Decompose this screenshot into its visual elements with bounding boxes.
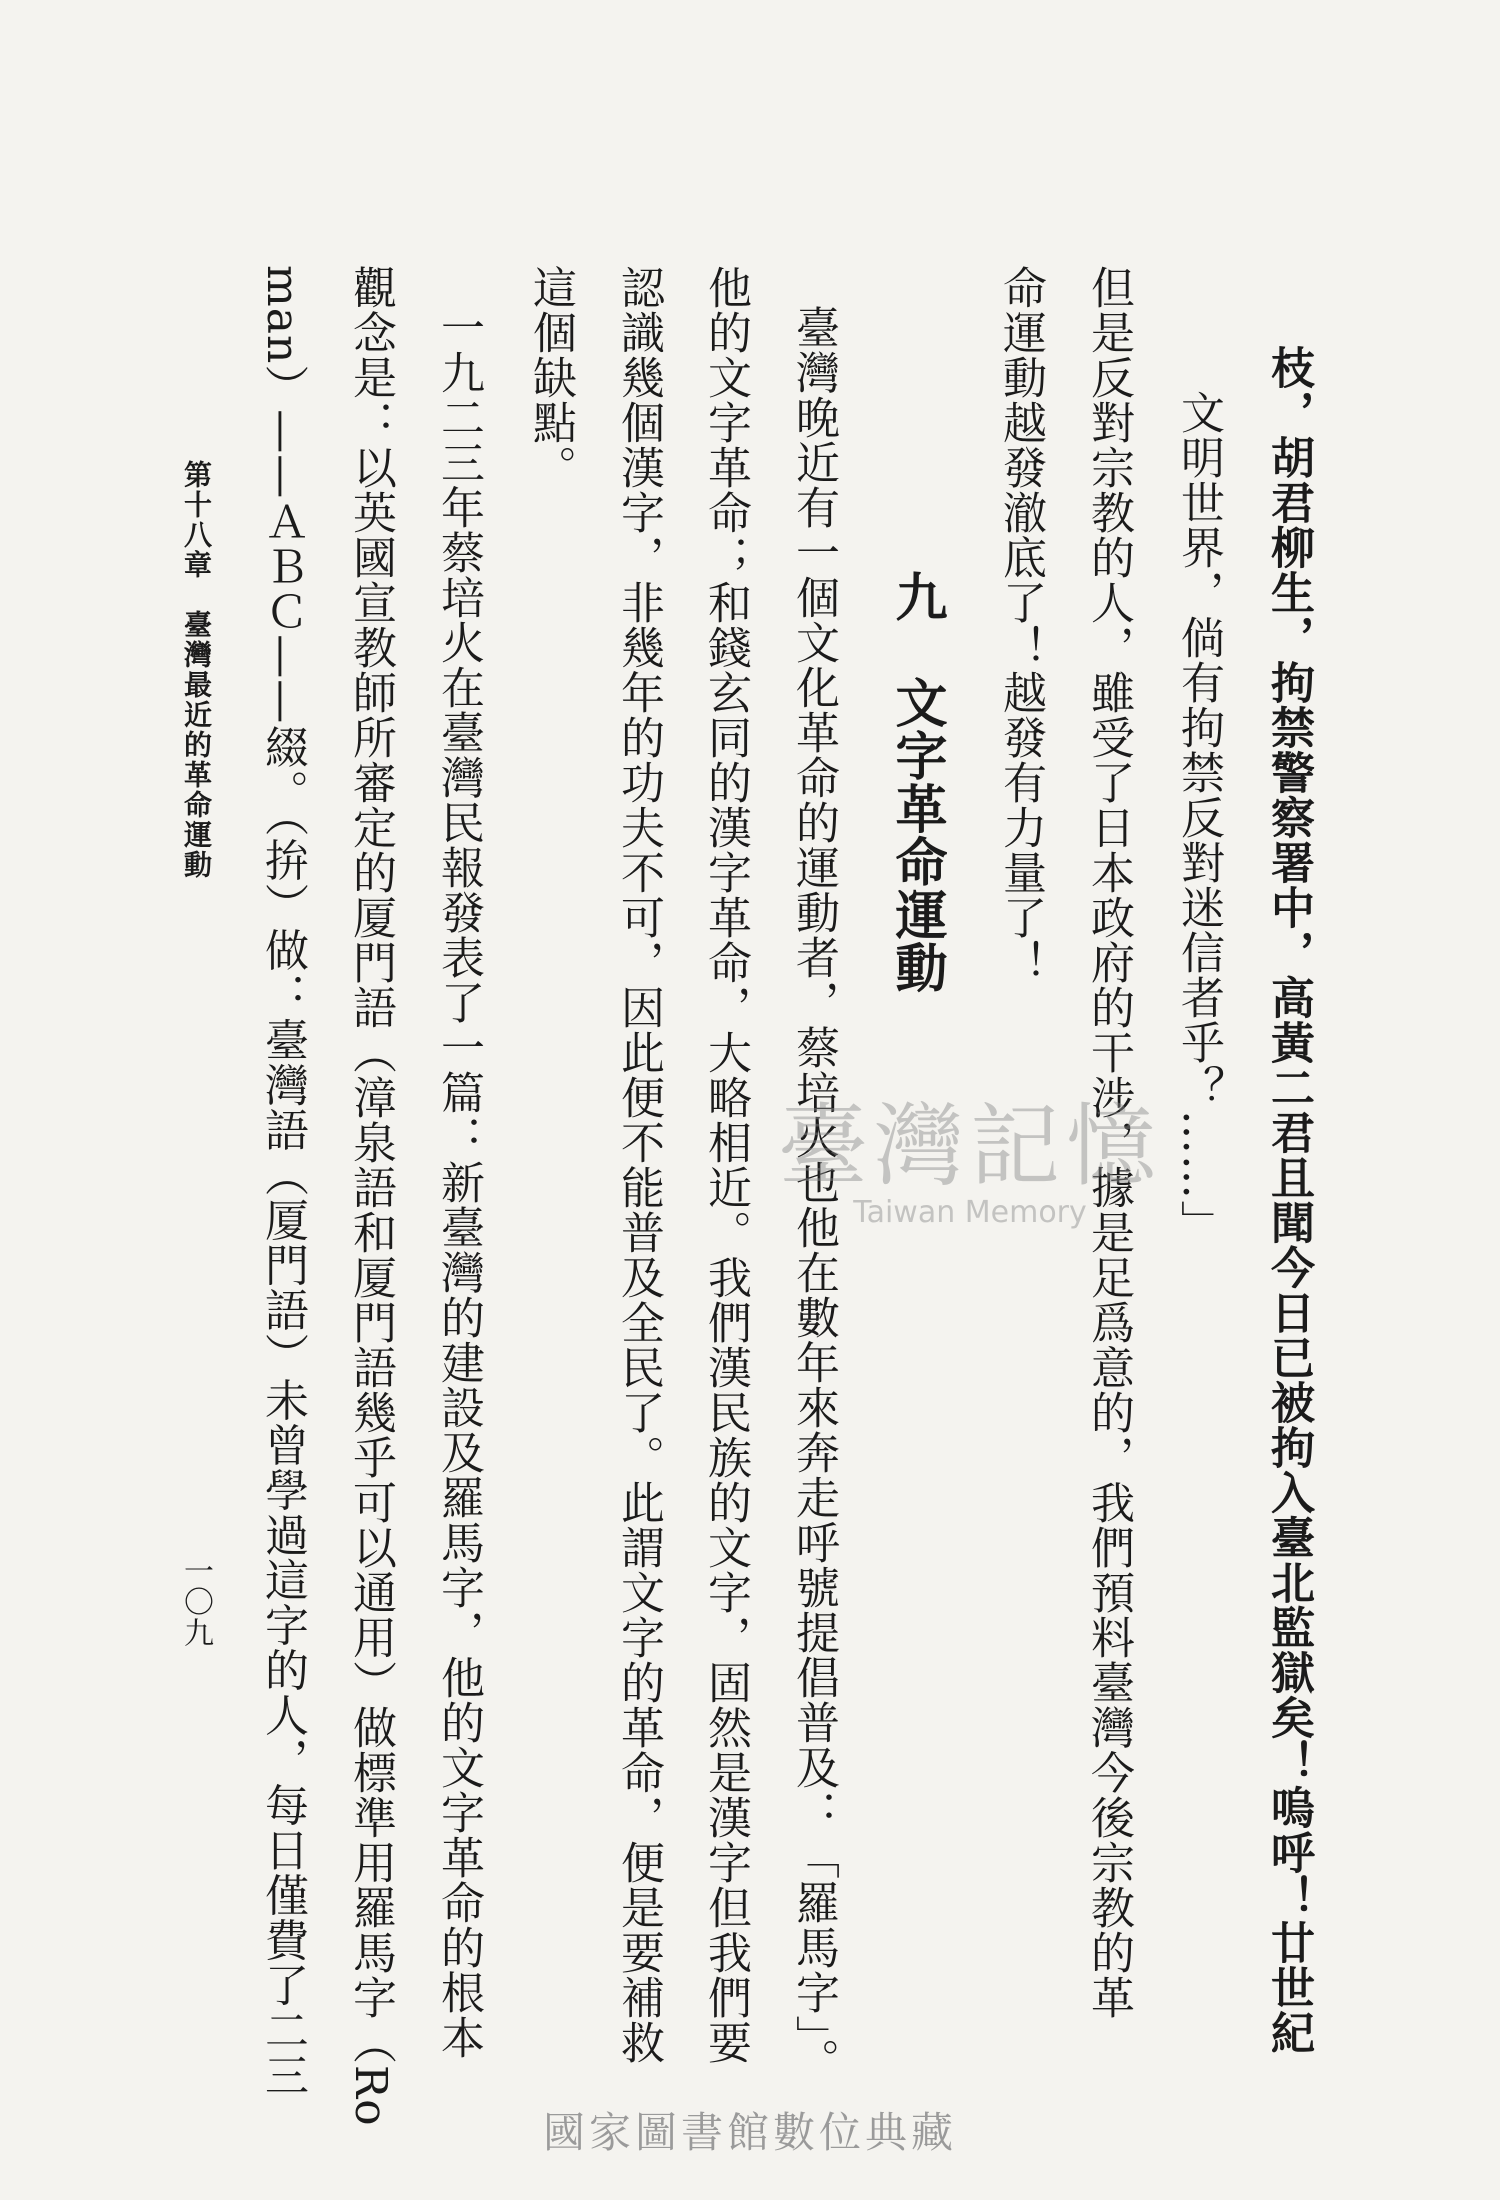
text-column: 文明世界，倘有拘禁反對迷信者乎？……」 [1173, 390, 1224, 1245]
text-column: 命運動越發澈底了！越發有力量了！ [995, 265, 1046, 985]
text-column: 但是反對宗教的人，雖受了日本政府的干涉，據是足爲意的，我們預料臺灣今後宗教的革 [1083, 265, 1134, 2020]
text-column: 枝，胡君柳生，拘禁警察署中，高黃二君且聞今日已被拘入臺北監獄矣！嗚呼！廿世紀 [1263, 345, 1314, 2055]
section-heading: 九 文字革命運動 [886, 570, 947, 994]
running-header-chapter: 第十八章 臺灣最近的革命運動 [180, 460, 213, 880]
text-column: 認識幾個漢字，非幾年的功夫不可，因此便不能普及全民了。此謂文字的革命，便是要補救 [613, 265, 664, 2065]
text-column: 觀念是：以英國宣教師所審定的厦門語（漳泉語和厦門語幾乎可以通用）做標準用羅馬字（Ro [345, 265, 396, 2127]
page-number: 一〇九 [178, 1555, 213, 1648]
text-column: man）——ＡＢＣ——綴。（拚）做：臺灣語（厦門語）未曾學過這字的人，每日僅費了二三 [257, 265, 308, 2098]
text-column: 他的文字革命；和錢玄同的漢字革命，大略相近。我們漢民族的文字，固然是漢字但我們要 [700, 265, 751, 2065]
watermark-sub-text: Taiwan Memory [853, 1194, 1087, 1230]
watermark-logo [730, 1094, 1210, 1250]
text-column: 這個缺點。 [525, 265, 576, 490]
text-column: 一九二三年蔡培火在臺灣民報發表了一篇：新臺灣的建設及羅馬字，他的文字革命的根本 [433, 305, 484, 2060]
footer-archive-label: 國家圖書館數位典藏 [542, 2108, 957, 2157]
watermark-main-text: 臺灣記憶 [778, 1094, 1162, 1199]
text-column: 臺灣晚近有一個文化革命的運動者，蔡培火也他在數年來奔走呼號提倡普及：「羅馬字」。 [788, 305, 839, 2083]
